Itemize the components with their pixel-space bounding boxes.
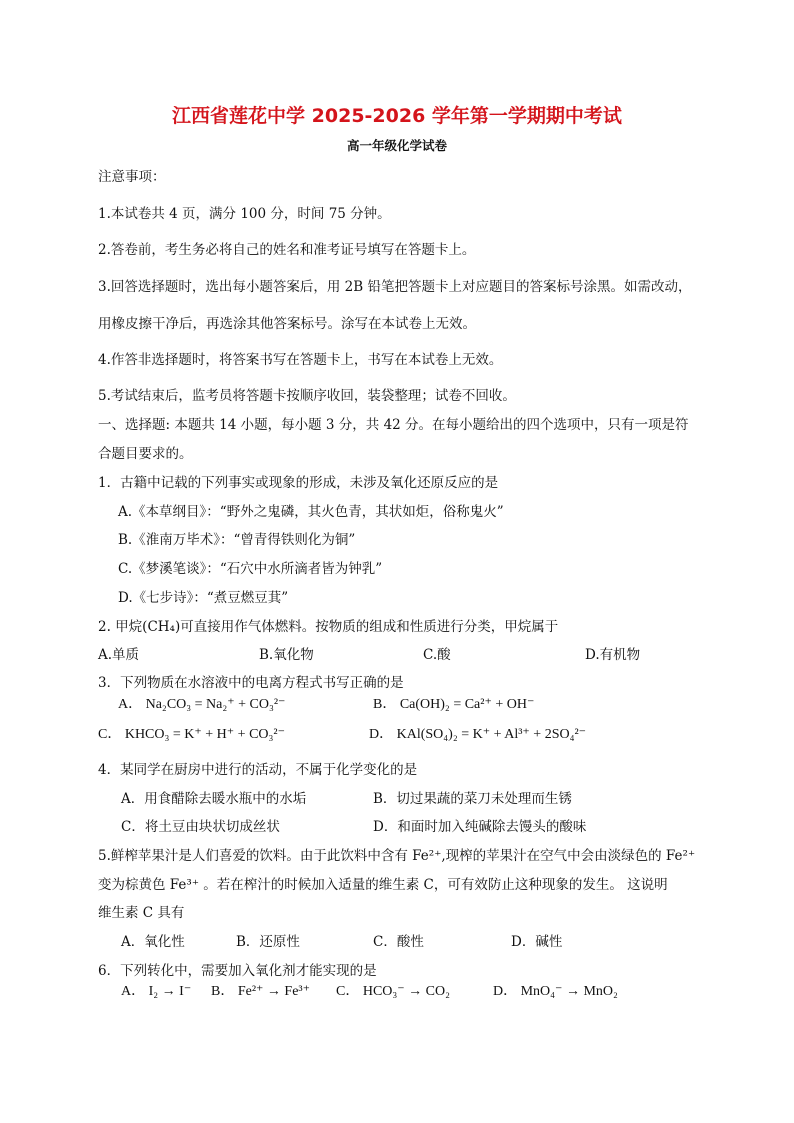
q4-option-d: D．和面时加入纯碱除去馒头的酸味 [373, 819, 587, 835]
note-item-5: 5.考试结束后，监考员将答题卡按顺序收回，装袋整理；试卷不回收。 [98, 388, 516, 404]
q4-option-a: A．用食醋除去暖水瓶中的水垢 [121, 791, 307, 807]
q5-option-d: D．碱性 [511, 934, 563, 950]
q6-option-b: B． Fe²⁺ → Fe³⁺ [211, 984, 311, 999]
q3-option-b: B． Ca(OH)₂ = Ca²⁺ + OH⁻ [373, 697, 535, 712]
q5-option-c: C．酸性 [373, 934, 424, 950]
note-item-4: 4.作答非选择题时，将答案书写在答题卡上，书写在本试卷上无效。 [98, 352, 503, 368]
q3-option-c: C． KHCO₃ = K⁺ + H⁺ + CO₃²⁻ [98, 727, 285, 742]
q6-option-d: D． MnO₄⁻ → MnO₂ [493, 984, 618, 999]
q4-option-b: B．切过果蔬的菜刀未处理而生锈 [373, 791, 572, 807]
q1-option-a: A.《本草纲目》：“野外之鬼磷，其火色青，其状如炬，俗称鬼火” [118, 504, 504, 520]
q1-option-c: C.《梦溪笔谈》：“石穴中水所滴者皆为钟乳” [118, 561, 383, 577]
q4-stem: 4．某同学在厨房中进行的活动，不属于化学变化的是 [98, 762, 418, 778]
q6-option-a: A． I₂ → I⁻ [121, 984, 192, 999]
section1-intro-cont: 合题目要求的。 [98, 446, 193, 462]
q5-stem-cont-2: 维生素 C 具有 [98, 905, 185, 921]
q3-stem: 3．下列物质在水溶液中的电离方程式书写正确的是 [98, 675, 404, 691]
q3-option-d: D． KAl(SO₄)₂ = K⁺ + Al³⁺ + 2SO₄²⁻ [369, 727, 587, 742]
q2-option-d: D.有机物 [585, 647, 641, 663]
q5-stem-cont: 变为棕黄色 Fe³⁺ 。若在榨汁的时候加入适量的维生素 C，可有效防止这种现象的发生。 这说明 [98, 877, 668, 893]
exam-title: 江西省莲花中学 2025-2026 学年第一学期期中考试 [172, 105, 622, 127]
q6-option-c: C． HCO₃⁻ → CO₂ [336, 984, 450, 999]
note-item-3: 3.回答选择题时，选出每小题答案后，用 2B 铅笔把答题卡上对应题目的答案标号涂黑。如需改动， [98, 279, 692, 295]
notes-heading: 注意事项： [98, 169, 166, 185]
q2-option-a: A.单质 [98, 647, 140, 663]
q5-option-b: B．还原性 [236, 934, 300, 950]
q4-option-c: C．将土豆由块状切成丝状 [121, 819, 280, 835]
section1-intro: 一、选择题: 本题共 14 小题，每小题 3 分，共 42 分。在每小题给出的四个选项中，只有一项是符 [98, 417, 689, 433]
q5-option-a: A．氧化性 [121, 934, 185, 950]
q1-option-b: B.《淮南万毕术》：“曾青得铁则化为铜” [118, 532, 356, 548]
note-item-2: 2.答卷前，考生务必将自己的姓名和准考证号填写在答题卡上。 [98, 242, 476, 258]
q1-stem: 1．古籍中记载的下列事实或现象的形成，未涉及氧化还原反应的是 [98, 475, 499, 491]
q3-option-a: A． Na₂CO₃ = Na₂⁺ + CO₃²⁻ [118, 697, 286, 712]
q6-stem: 6．下列转化中，需要加入氧化剂才能实现的是 [98, 963, 377, 979]
q2-option-c: C.酸 [423, 647, 451, 663]
exam-subtitle: 高一年级化学试卷 [346, 138, 447, 153]
q2-option-b: B.氧化物 [259, 647, 314, 663]
q1-option-d: D.《七步诗》：“煮豆燃豆萁” [118, 590, 289, 606]
note-item-3-cont: 用橡皮擦干净后，再选涂其他答案标号。涂写在本试卷上无效。 [98, 316, 476, 332]
q2-stem: 2. 甲烷(CH₄)可直接用作气体燃料。按物质的组成和性质进行分类，甲烷属于 [98, 619, 559, 635]
note-item-1: 1.本试卷共 4 页，满分 100 分，时间 75 分钟。 [98, 206, 391, 222]
q5-stem: 5.鲜榨苹果汁是人们喜爱的饮料。由于此饮料中含有 Fe²⁺,现榨的苹果汁在空气中会由淡绿色的 Fe²⁺ [98, 848, 696, 864]
